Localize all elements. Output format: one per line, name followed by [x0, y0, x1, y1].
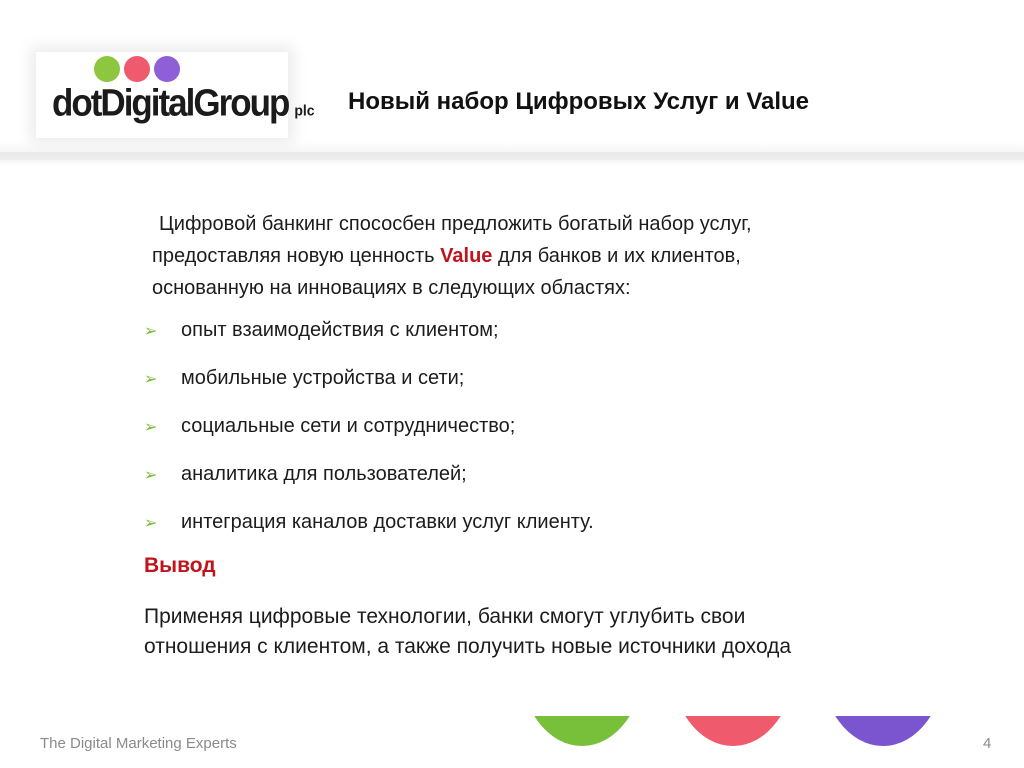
arrow-bullet-icon: ➢: [144, 371, 158, 388]
logo-green-dot: [94, 56, 120, 82]
intro-paragraph: [152, 208, 942, 304]
intro-line-2-start: предоставляя новую ценность: [152, 245, 441, 267]
list-item: [144, 314, 594, 362]
list-item-text: интеграция каналов доставки услуг клиенту.: [181, 511, 594, 533]
list-item-text: аналитика для пользователей;: [181, 463, 467, 485]
logo-red-dot: [124, 56, 150, 82]
intro-line-2: [152, 240, 942, 272]
arrow-bullet-icon: ➢: [144, 323, 158, 340]
list-item: [144, 458, 594, 506]
value-highlight: Value: [440, 245, 493, 267]
intro-line-2-end: для банков и их клиентов,: [492, 245, 741, 267]
arrow-bullet-icon: ➢: [144, 419, 158, 436]
intro-line-1: Цифровой банкинг спососбен предложить богатый набор услуг,: [159, 213, 752, 235]
list-item: [144, 362, 594, 410]
page-number: 4: [983, 735, 992, 752]
intro-line-3: основанную на инновациях в следующих областях:: [152, 277, 631, 299]
bullet-list: [144, 314, 594, 554]
conclusion-heading: Вывод: [144, 554, 216, 577]
list-item: [144, 410, 594, 458]
conclusion-line-2: отношения с клиентом, а также получить новые источники дохода: [144, 635, 792, 658]
conclusion-paragraph: [144, 602, 964, 662]
logo-suffix: plc: [294, 101, 315, 119]
arrow-bullet-icon: ➢: [144, 467, 158, 484]
list-item-text: опыт взаимодействия с клиентом;: [181, 319, 499, 341]
logo-wordmark: dotDigitalGroup: [52, 82, 289, 125]
arrow-bullet-icon: ➢: [144, 515, 158, 532]
header-divider: [0, 152, 1024, 166]
slide-title: Новый набор Цифровых Услуг и Value: [348, 88, 810, 115]
footer-tagline: The Digital Marketing Experts: [40, 735, 237, 752]
logo-purple-dot: [154, 56, 180, 82]
conclusion-line-1: Применяя цифровые технологии, банки смогут углубить свои: [144, 605, 746, 628]
company-logo: [52, 82, 315, 125]
list-item-text: мобильные устройства и сети;: [181, 367, 465, 389]
logo-dots: [94, 56, 194, 84]
list-item: [144, 506, 594, 554]
list-item-text: социальные сети и сотрудничество;: [181, 415, 516, 437]
